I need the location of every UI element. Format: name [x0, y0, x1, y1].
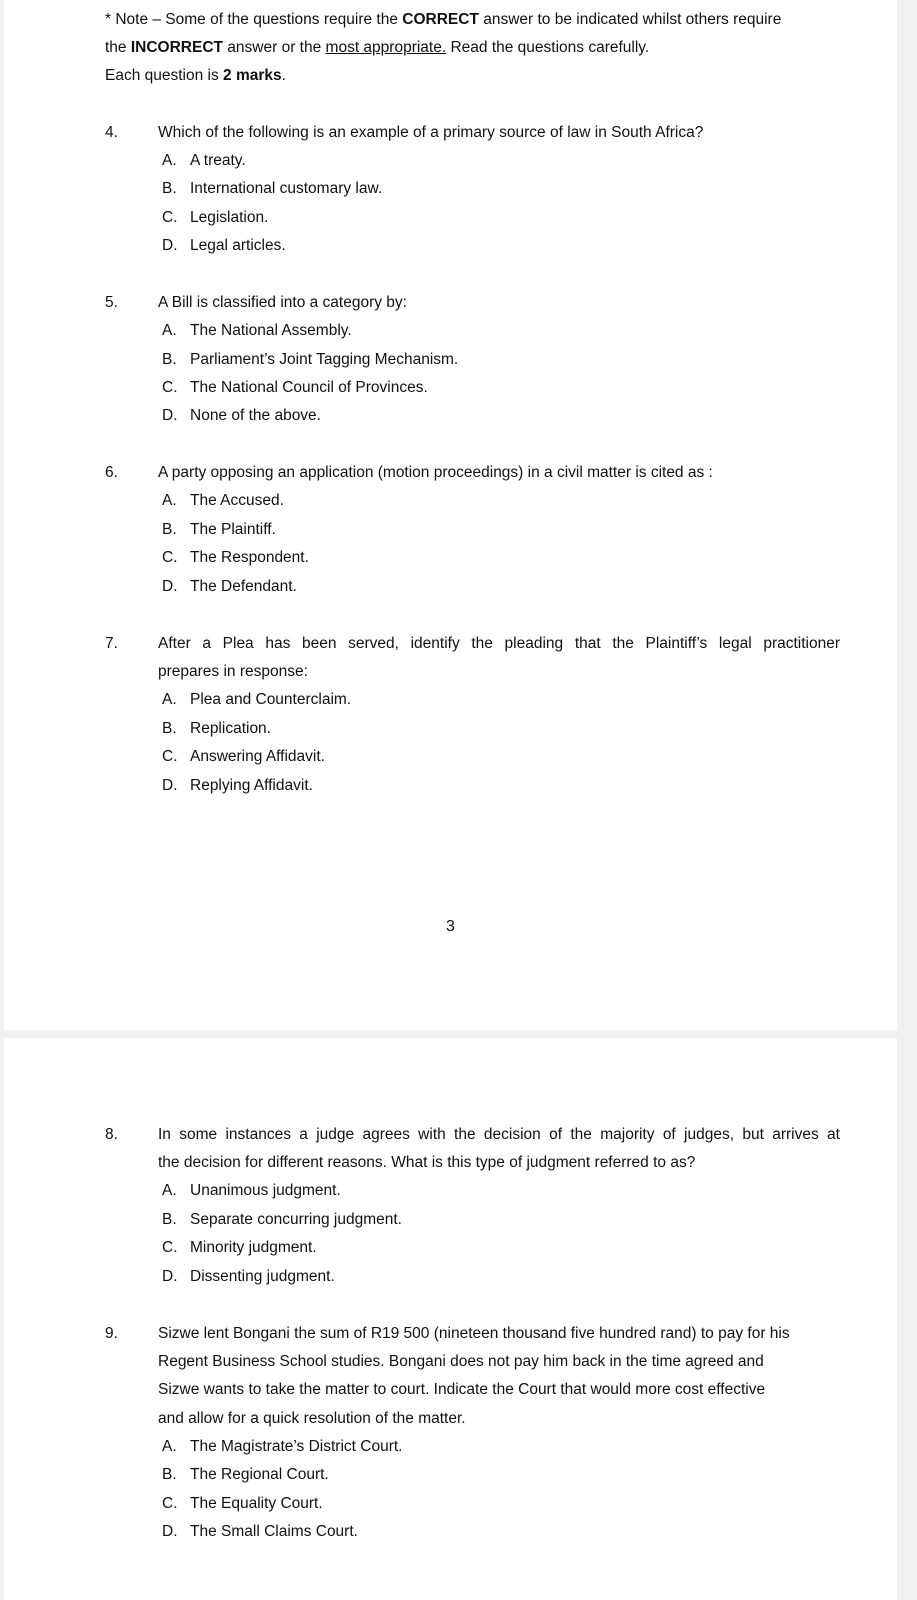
- question-text: A Bill is classified into a category by:: [158, 294, 407, 311]
- option-a: [162, 690, 351, 710]
- question-text-continued: Sizwe wants to take the matter to court. Indicate the Court that would more cost effective: [158, 1381, 766, 1398]
- option-b: [162, 719, 271, 739]
- note-text: Each question is: [105, 67, 224, 84]
- option-c: [162, 378, 428, 398]
- question-number: 7.: [105, 635, 118, 652]
- option-letter: D.: [162, 1523, 178, 1540]
- option-b: [162, 1210, 402, 1230]
- option-letter: A.: [162, 492, 177, 509]
- option-letter: B.: [162, 351, 177, 368]
- option-letter: D.: [162, 237, 178, 254]
- option-text: Plea and Counterclaim.: [190, 691, 352, 708]
- option-text: A treaty.: [190, 152, 246, 169]
- question-text: After a Plea has been served, identify the pleading that the Plaintiff’s legal practitioner: [158, 635, 840, 652]
- option-d: [162, 1267, 335, 1287]
- option-letter: D.: [162, 578, 178, 595]
- option-text: The Regional Court.: [190, 1466, 329, 1483]
- option-letter: C.: [162, 1239, 178, 1256]
- note-incorrect-emphasis: INCORRECT: [130, 39, 223, 56]
- note-text: answer to be indicated whilst others require: [478, 11, 782, 28]
- question-text-continued: and allow for a quick resolution of the matter.: [158, 1410, 466, 1427]
- option-text: The National Council of Provinces.: [190, 379, 428, 396]
- option-letter: A.: [162, 152, 177, 169]
- option-text: Legislation.: [190, 209, 269, 226]
- option-letter: C.: [162, 379, 178, 396]
- option-a: [162, 151, 246, 171]
- option-text: The National Assembly.: [190, 322, 352, 339]
- option-d: [162, 776, 313, 796]
- question-text: A party opposing an application (motion proceedings) in a civil matter is cited as :: [158, 464, 713, 481]
- note-marks-emphasis: 2 marks: [223, 67, 282, 84]
- option-letter: B.: [162, 180, 177, 197]
- option-c: [162, 747, 325, 767]
- option-letter: B.: [162, 521, 177, 538]
- option-text: The Accused.: [190, 492, 284, 509]
- option-d: [162, 1522, 358, 1542]
- option-b: [162, 179, 382, 199]
- option-d: [162, 406, 321, 426]
- option-text: The Defendant.: [190, 578, 297, 595]
- option-text: Legal articles.: [190, 237, 286, 254]
- option-c: [162, 548, 309, 568]
- option-text: The Magistrate’s District Court.: [190, 1438, 403, 1455]
- option-b: [162, 350, 458, 370]
- option-a: [162, 1437, 402, 1457]
- option-letter: C.: [162, 1495, 178, 1512]
- question-text: Sizwe lent Bongani the sum of R19 500 (nineteen thousand five hundred rand) to pay for his: [158, 1325, 790, 1342]
- option-a: [162, 321, 352, 341]
- note-text: * Note – Some of the questions require the: [105, 11, 403, 28]
- question-text-continued: Regent Business School studies. Bongani does not pay him back in the time agreed and: [158, 1353, 764, 1370]
- option-c: [162, 208, 268, 228]
- option-text: Minority judgment.: [190, 1239, 317, 1256]
- option-text: Unanimous judgment.: [190, 1182, 341, 1199]
- option-a: [162, 1181, 341, 1201]
- option-text: The Plaintiff.: [190, 521, 276, 538]
- option-text: Parliament’s Joint Tagging Mechanism.: [190, 351, 459, 368]
- document-page-2: [4, 1038, 897, 1600]
- note-correct-emphasis: CORRECT: [402, 11, 479, 28]
- option-c: [162, 1238, 317, 1258]
- note-text: Read the questions carefully.: [446, 39, 650, 56]
- note-text: the: [105, 39, 131, 56]
- question-number: 4.: [105, 124, 118, 141]
- note-text: .: [281, 67, 286, 84]
- note-line-1: [105, 10, 781, 30]
- option-b: [162, 520, 276, 540]
- option-letter: C.: [162, 748, 178, 765]
- option-letter: C.: [162, 549, 178, 566]
- question-text: Which of the following is an example of a primary source of law in South Africa?: [158, 124, 704, 141]
- option-text: Dissenting judgment.: [190, 1268, 335, 1285]
- option-text: Replying Affidavit.: [190, 777, 313, 794]
- question-text: In some instances a judge agrees with the decision of the majority of judges, but arrives at: [158, 1126, 840, 1143]
- question-number: 9.: [105, 1325, 118, 1342]
- option-text: The Respondent.: [190, 549, 309, 566]
- option-letter: B.: [162, 1466, 177, 1483]
- option-text: The Small Claims Court.: [190, 1523, 358, 1540]
- option-d: [162, 577, 297, 597]
- option-b: [162, 1465, 329, 1485]
- option-c: [162, 1494, 323, 1514]
- option-letter: A.: [162, 322, 177, 339]
- option-letter: A.: [162, 1438, 177, 1455]
- note-line-3: [105, 66, 286, 86]
- option-letter: A.: [162, 1182, 177, 1199]
- option-text: Answering Affidavit.: [190, 748, 325, 765]
- option-letter: D.: [162, 777, 178, 794]
- question-number: 5.: [105, 294, 118, 311]
- note-text: answer or the: [223, 39, 326, 56]
- note-most-appropriate-underlined: most appropriate.: [325, 39, 447, 56]
- document-page-1: [4, 0, 897, 1030]
- question-number: 6.: [105, 464, 118, 481]
- option-text: Replication.: [190, 720, 271, 737]
- option-letter: B.: [162, 1211, 177, 1228]
- option-text: Separate concurring judgment.: [190, 1211, 402, 1228]
- option-letter: D.: [162, 407, 178, 424]
- option-d: [162, 236, 286, 256]
- option-letter: B.: [162, 720, 177, 737]
- option-letter: C.: [162, 209, 178, 226]
- option-letter: D.: [162, 1268, 178, 1285]
- question-text-continued: the decision for different reasons. What is this type of judgment referred to as?: [158, 1154, 696, 1171]
- question-number: 8.: [105, 1126, 118, 1143]
- option-text: The Equality Court.: [190, 1495, 323, 1512]
- page-number: 3: [446, 918, 455, 935]
- option-text: None of the above.: [190, 407, 321, 424]
- option-text: International customary law.: [190, 180, 383, 197]
- option-a: [162, 491, 284, 511]
- note-line-2: [105, 38, 649, 58]
- question-text-continued: prepares in response:: [158, 663, 308, 680]
- option-letter: A.: [162, 691, 177, 708]
